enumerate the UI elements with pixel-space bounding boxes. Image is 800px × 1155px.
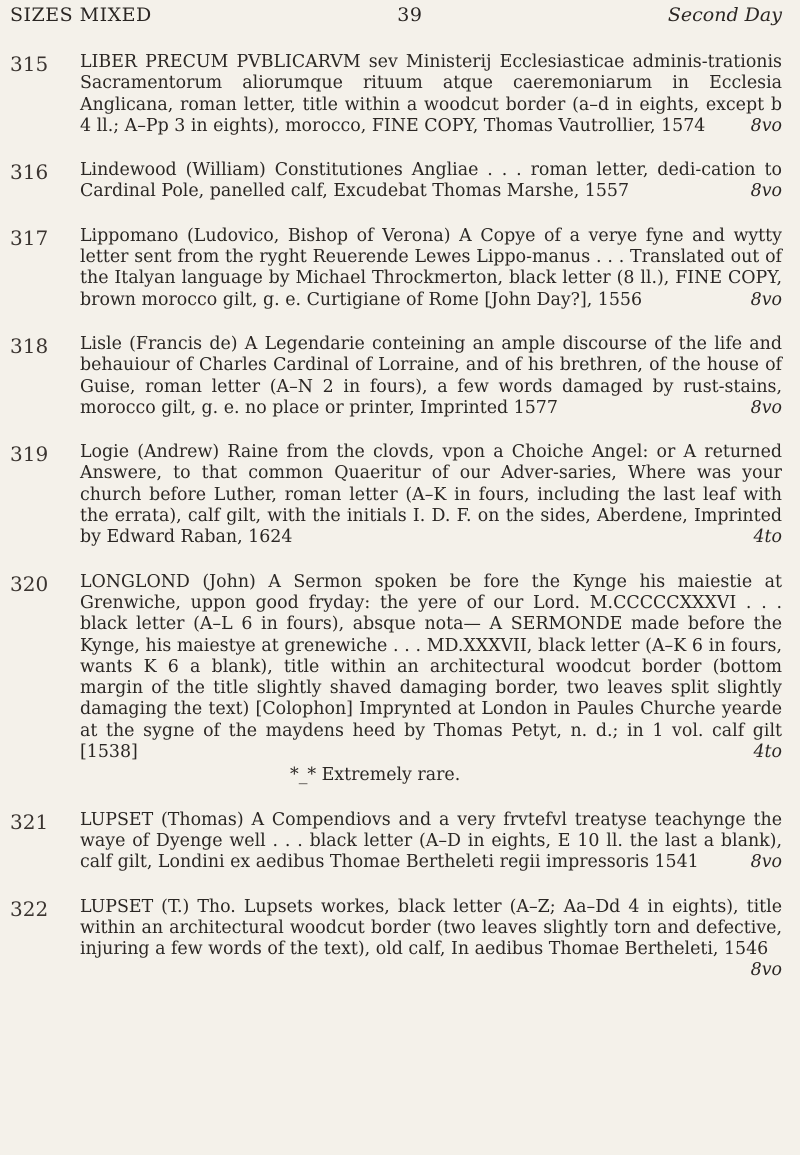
lot-number: 318 — [10, 333, 49, 358]
lot-format: 8vo — [750, 181, 782, 202]
lot-description — [80, 334, 782, 419]
lot-entry — [10, 897, 782, 982]
lot-text: Lisle (Francis de) A Legendarie conteining an ample discourse of the life and behauiour of Charles Cardinal of Lorraine, and of his brethren, of the house of Guise, roman letter (A–N 2 in fours), a few words damaged by rust-stains, morocco gilt, g. e. no place or printer, Imprinted 1577 — [80, 333, 782, 418]
header-right: Second Day — [667, 4, 782, 26]
lot-text: Lindewood (William) Constitutiones Angliae . . . roman letter, dedi-cation to Cardinal Pole, panelled calf, Excudebat Thomas Marshe, 1557 — [80, 160, 782, 202]
lot-entry — [10, 160, 782, 203]
lot-description — [80, 810, 782, 874]
lot-text: Lippomano (Ludovico, Bishop of Verona) A Copye of a verye fyne and wytty letter sent from the ryght Reuerende Lewes Lippo-manus . . . Translated out of the Italyan language by Michael Throckmerton, black letter (8 ll.), FINE COPY, brown morocco gilt, g. e. Curtigiane of Rome [John Day?], 1556 — [80, 225, 782, 310]
lot-format: 8vo — [750, 289, 782, 310]
lot-entry — [10, 226, 782, 311]
lot-number: 319 — [10, 442, 49, 467]
header-left: SIZES MIXED — [10, 4, 152, 26]
lot-description — [80, 52, 782, 137]
running-header — [10, 0, 782, 42]
page-number: 39 — [397, 4, 423, 26]
lot-description — [80, 160, 782, 203]
lot-number: 321 — [10, 809, 49, 834]
lot-number: 315 — [10, 52, 49, 76]
lot-entry — [10, 334, 782, 419]
lot-format: 8vo — [750, 852, 782, 873]
lot-text: Logie (Andrew) Raine from the clovds, vpon a Choiche Angel: or A returned Answere, to that common Quaeritur of our Adver-saries, Where was your church before Luther, roman letter (A–K in fours, including the last leaf with the errata), calf gilt, with the initials I. D. F. on the sides, Aberdene, Imprinted by Edward Raban, 1624 — [80, 442, 782, 548]
lot-entry — [10, 572, 782, 787]
lot-note: *_* Extremely rare. — [290, 765, 461, 786]
lot-number: 316 — [10, 160, 49, 185]
lot-text: LIBER PRECUM PVBLICARVM sev Ministerij Ecclesiasticae adminis-trationis Sacramentorum aliorumque rituum atque caeremoniarum in Ecclesia Anglicana, roman letter, title within a woodcut border (a–d in eights, except b 4 ll.; A–Pp 3 in eights), morocco, FINE COPY, Thomas Vautrollier, 1574 — [80, 52, 782, 136]
lot-text: LUPSET (Thomas) A Compendiovs and a very frvtefvl treatyse teachynge the waye of Dyenge well . . . black letter (A–D in eights, E 10 ll. the last a blank), calf gilt, Londini ex aedibus Thomae Bertheleti regii impressoris 1541 — [80, 809, 782, 873]
lot-entry — [10, 810, 782, 874]
lot-number: 317 — [10, 225, 49, 250]
lot-entry — [10, 442, 782, 548]
lot-text: LONGLOND (John) A Sermon spoken be fore the Kynge his maiestie at Grenwiche, uppon good fryday: the yere of our Lord. M.CCCCCXXXVI . . . black letter (A–L 6 in fours), absque nota— A SERMONDE made before the Kynge, his maiestye at grenewiche . . . MD.XXXVII, black letter (A–K 6 in fours, wants K 6 a blank), title within an architectural woodcut border (bottom margin of the title slightly shaved damaging border, two leaves split slightly damaging the text) [Colophon] Imprynted at London in Paules Churche yearde at the sygne of the maydens heed by Thomas Petyt, n. d.; in 1 vol. calf gilt [1538] — [80, 571, 782, 763]
lot-description — [80, 226, 782, 311]
lot-number: 322 — [10, 896, 49, 921]
lot-text: LUPSET (T.) Tho. Lupsets workes, black letter (A–Z; Aa–Dd 4 in eights), title within an architectural woodcut border (two leaves slightly torn and defective, injuring a few words of the text), old calf, In aedibus Thomae Bertheleti, 1546 — [80, 896, 782, 960]
lot-format: 8vo — [750, 115, 782, 136]
lot-description — [80, 572, 782, 787]
lot-entry — [10, 52, 782, 137]
lot-list — [10, 52, 782, 982]
lot-description — [80, 897, 782, 982]
lot-format: 8vo — [750, 397, 782, 418]
lot-format: 8vo — [750, 960, 782, 981]
lot-format: 4to — [753, 742, 782, 763]
lot-format: 4to — [753, 527, 782, 548]
lot-description — [80, 442, 782, 548]
lot-number: 320 — [10, 571, 49, 596]
